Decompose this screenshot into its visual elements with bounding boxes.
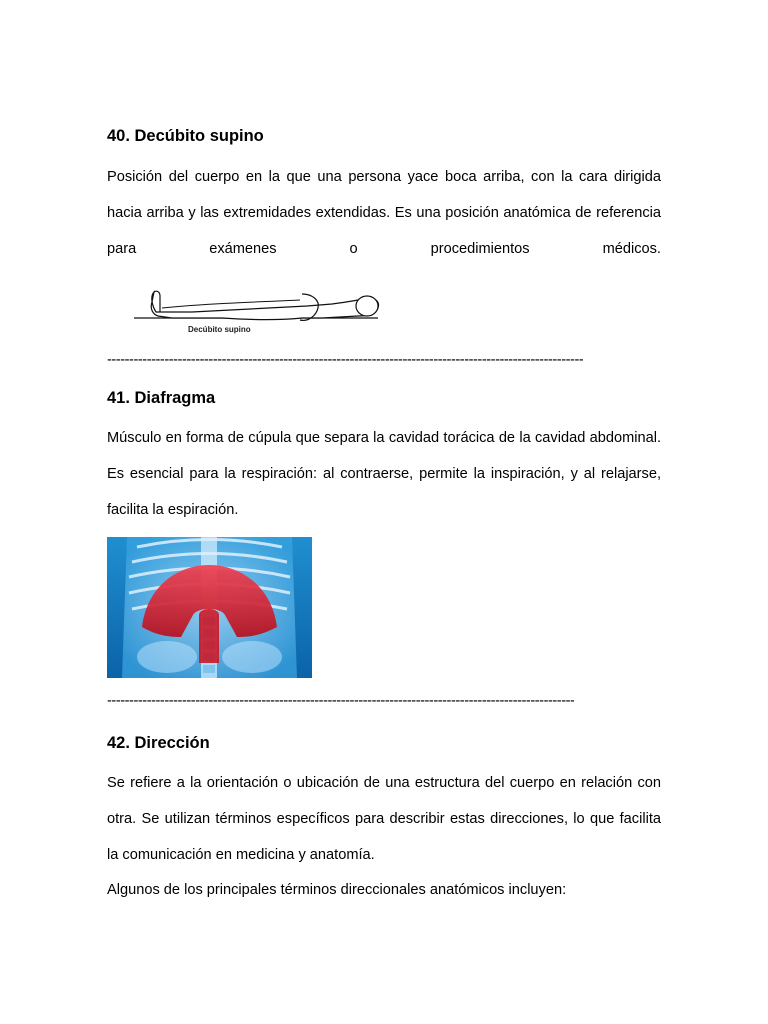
diaphragm-illustration: [107, 537, 312, 678]
section-heading-40: 40. Decúbito supino: [107, 127, 264, 145]
separator-line: ----------------------------------------------------------------------------------------------------------: [107, 693, 575, 709]
separator-line: ------------------------------------------------------------------------------------------------------------: [107, 352, 584, 368]
figure-caption-supine: Decúbito supino: [188, 325, 251, 334]
section-followup-42: Algunos de los principales términos direccionales anatómicos incluyen:: [107, 882, 567, 898]
section-paragraph-42: Se refiere a la orientación o ubicación de una estructura del cuerpo en relación con otra. Se utilizan términos específicos para describir estas direcciones, lo que facilita la comunicación en medicina y anatomía.: [107, 775, 661, 863]
section-paragraph-41: Músculo en forma de cúpula que separa la cavidad torácica de la cavidad abdominal. Es esencial para la respiración: al contraerse, permite la inspiración, y al relajarse, facilita la espiración.: [107, 430, 661, 518]
section-paragraph-40: Posición del cuerpo en la que una persona yace boca arriba, con la cara dirigida hacia arriba y las extremidades extendidas. Es una posición anatómica de referencia para exámenes o procedimientos médicos.: [107, 169, 661, 257]
supine-position-illustration: [132, 286, 382, 338]
section-heading-41: 41. Diafragma: [107, 389, 216, 407]
section-heading-42: 42. Dirección: [107, 734, 210, 752]
